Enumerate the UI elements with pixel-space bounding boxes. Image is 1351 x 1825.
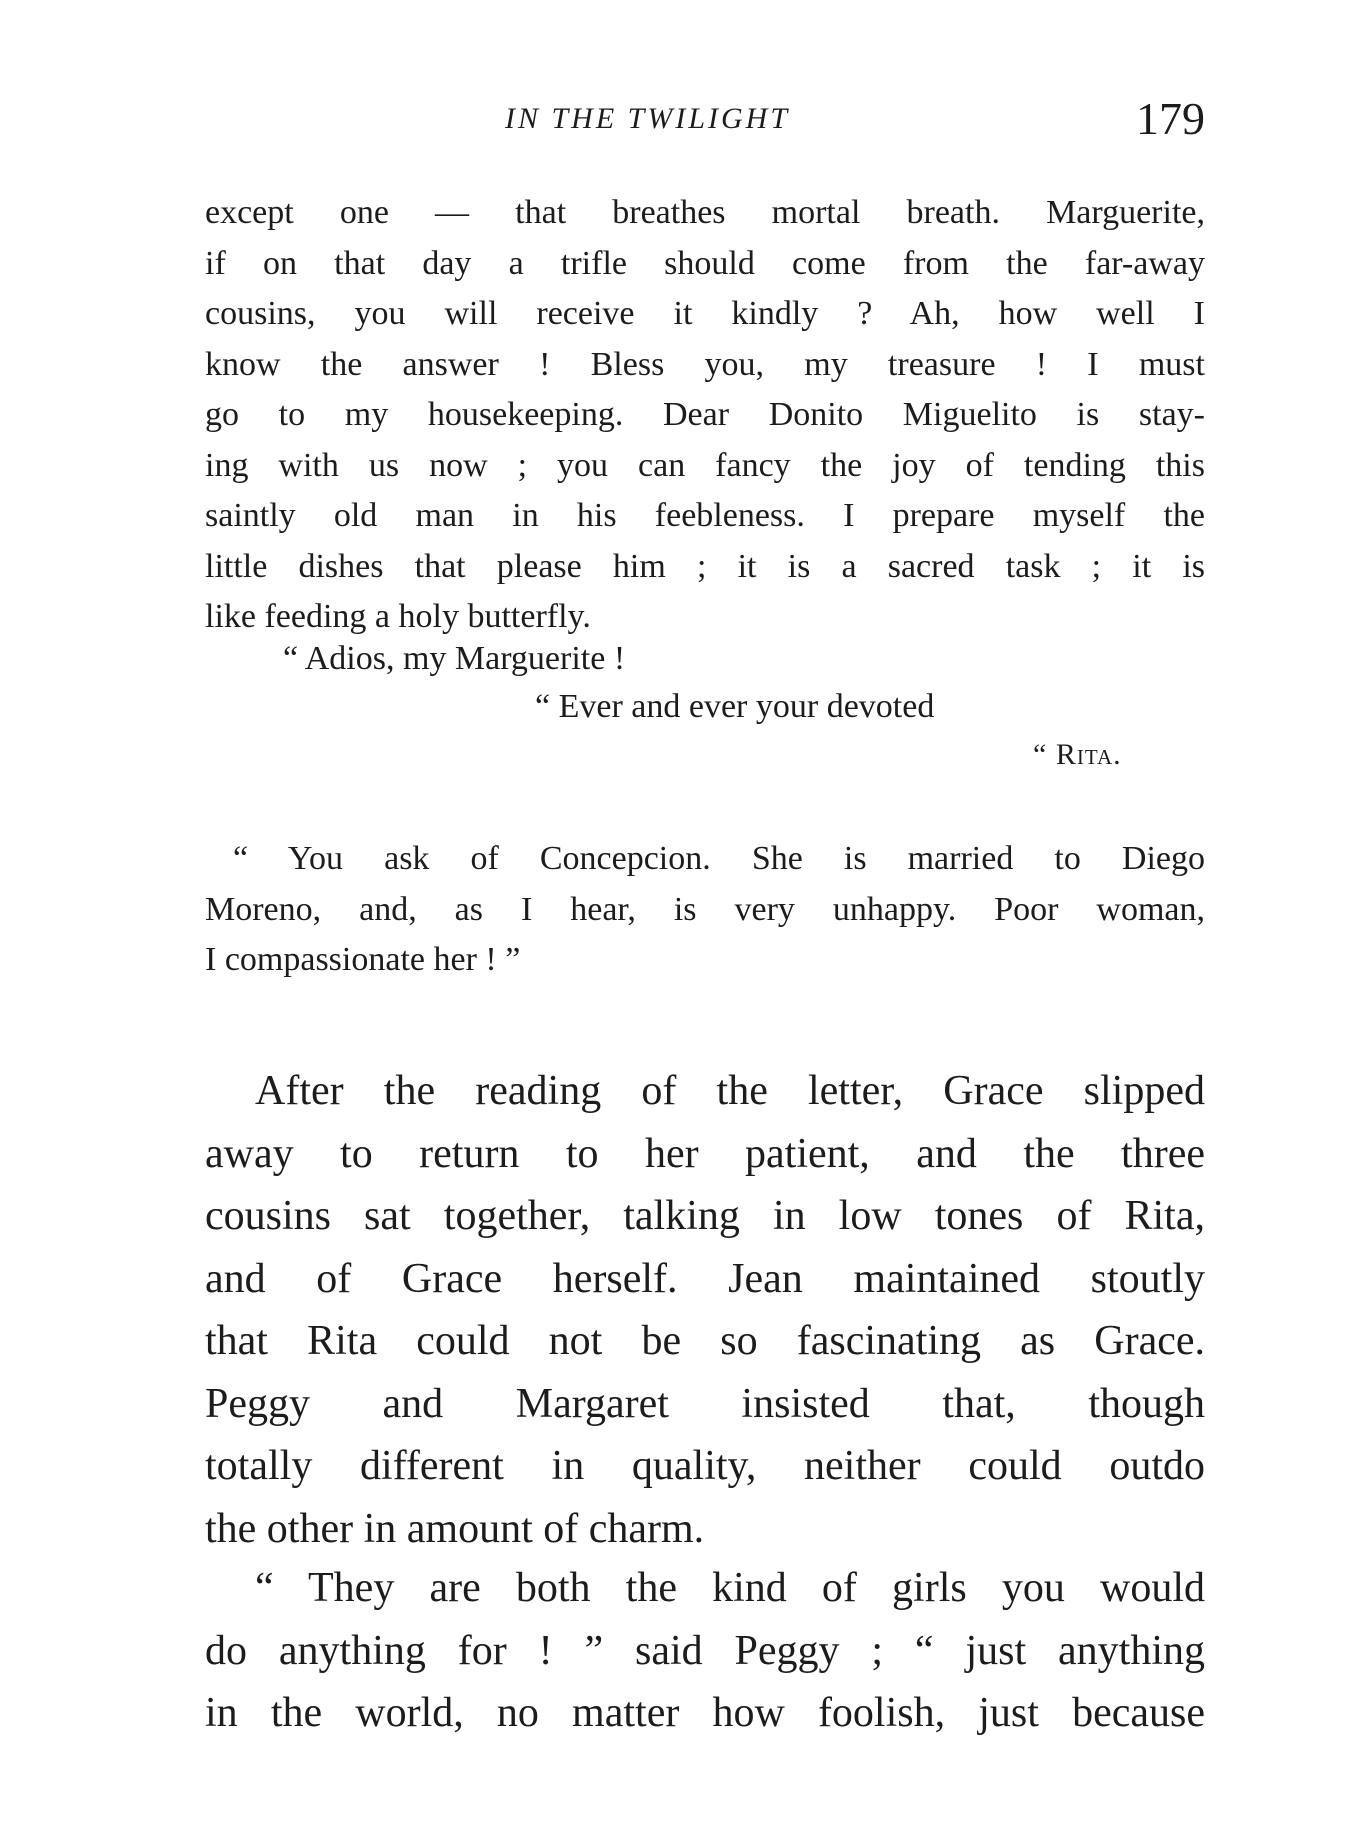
page-number: 179: [1136, 93, 1205, 144]
dialogue-line: “ They are both the kind of girls you would: [255, 1565, 1205, 1611]
letter-line: saintly old man in his feebleness. I prepare myself the: [205, 497, 1205, 534]
letter-line: little dishes that please him ; it is a sacred task ; it is: [205, 547, 1205, 585]
postscript-line: Moreno, and, as I hear, is very unhappy. Poor woman,: [205, 890, 1205, 928]
letter-line: if on that day a trifle should come from the far-away: [205, 244, 1205, 282]
postscript-line: “ You ask of Concepcion. She is married to Diego: [233, 840, 1205, 877]
letter-body: [205, 188, 1205, 643]
postscript: [205, 834, 1205, 986]
postscript-line: I compassionate her ! ”: [205, 941, 521, 978]
letter-line: ing with us now ; you can fancy the joy of tending this: [205, 446, 1205, 484]
narrative-line: away to return to her patient, and the three: [205, 1130, 1205, 1177]
letter-line: except one — that breathes mortal breath. Marguerite,: [205, 194, 1205, 231]
narrative-line: the other in amount of charm.: [205, 1505, 705, 1552]
dialogue-line: in the world, no matter how foolish, just because: [205, 1690, 1205, 1736]
running-head: [205, 92, 1205, 142]
letter-line: know the answer ! Bless you, my treasure ! I must: [205, 345, 1205, 383]
narrative-line: After the reading of the letter, Grace slipped: [255, 1068, 1205, 1114]
narrative-line: totally different in quality, neither could outdo: [205, 1443, 1205, 1489]
narrative-line: that Rita could not be so fascinating as Grace.: [205, 1318, 1205, 1364]
letter-line: cousins, you will receive it kindly ? Ah, how well I: [205, 295, 1205, 332]
letter-salutation: “ Adios, my Marguerite !: [283, 640, 626, 677]
narrative-line: cousins sat together, talking in low tones of Rita,: [205, 1193, 1205, 1239]
letter-line: go to my housekeeping. Dear Donito Miguelito is stay-: [205, 396, 1205, 433]
narrative-paragraph: [205, 1060, 1205, 1560]
letter-closing: “ Ever and ever your devoted: [535, 688, 935, 725]
dialogue-line: do anything for ! ” said Peggy ; “ just anything: [205, 1627, 1205, 1674]
narrative-line: Peggy and Margaret insisted that, though: [205, 1380, 1205, 1427]
dialogue-paragraph: [205, 1557, 1205, 1745]
narrative-line: and of Grace herself. Jean maintained stoutly: [205, 1255, 1205, 1302]
running-title: IN THE TWILIGHT: [505, 102, 791, 135]
letter-signature: “ Rita.: [1033, 738, 1122, 771]
letter-line: like feeding a holy butterfly.: [205, 598, 591, 635]
